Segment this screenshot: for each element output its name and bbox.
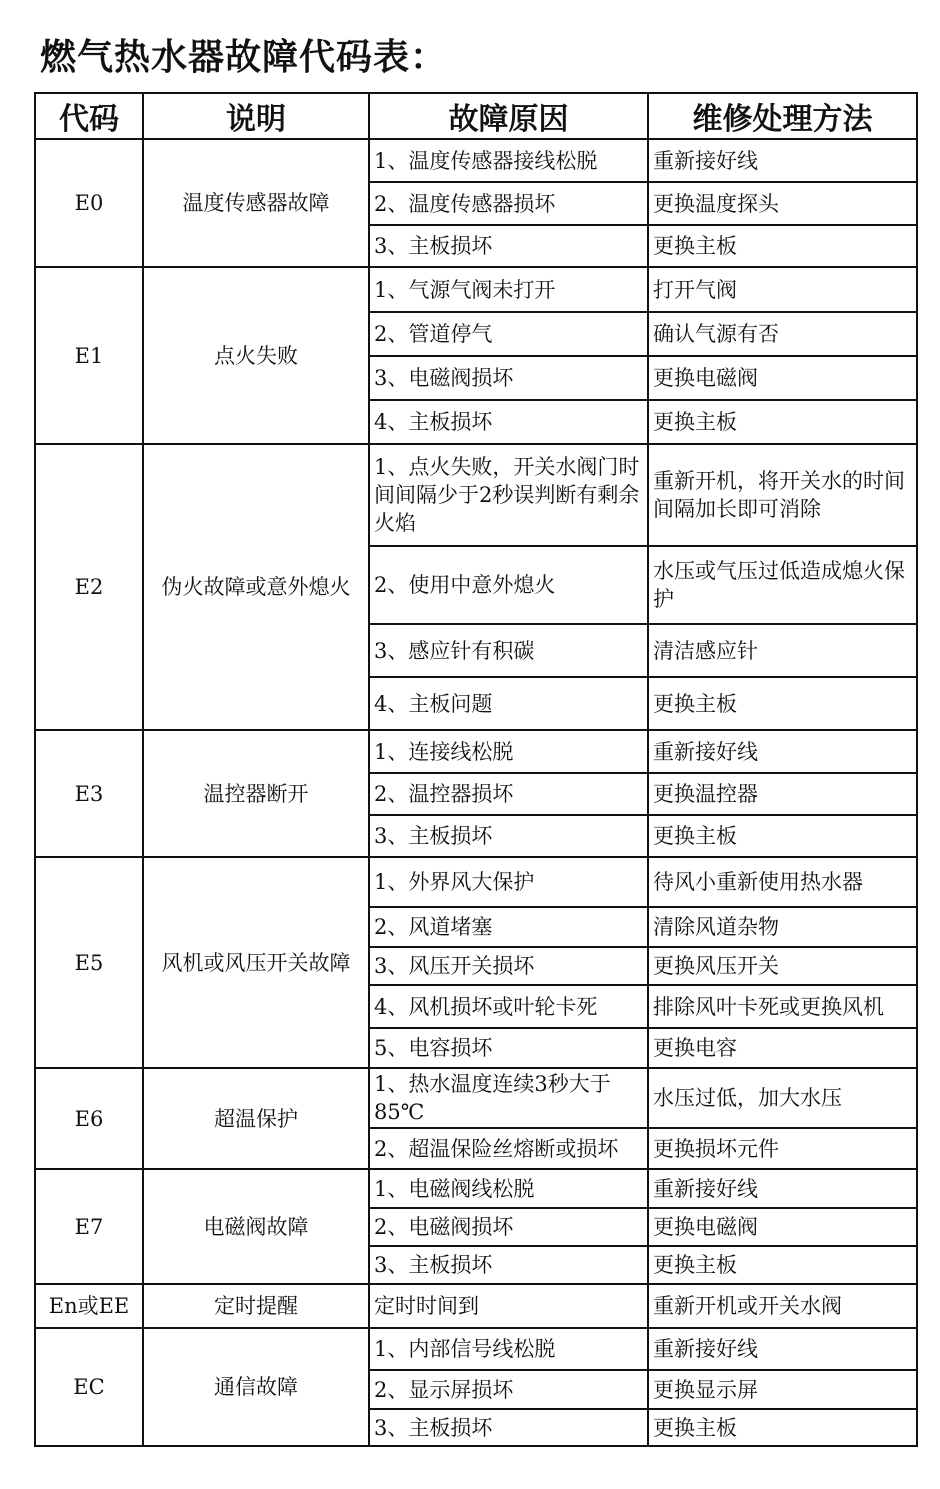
table-row bbox=[35, 857, 917, 907]
fault-description-cell: 风机或风压开关故障 bbox=[143, 857, 369, 1068]
fault-cause-cell: 2、使用中意外熄火 bbox=[369, 546, 648, 624]
fault-description-cell: 超温保护 bbox=[143, 1068, 369, 1169]
page-title: 燃气热水器故障代码表： bbox=[40, 37, 448, 78]
fault-description-cell: 点火失败 bbox=[143, 267, 369, 444]
repair-method-cell: 排除风叶卡死或更换风机 bbox=[648, 985, 917, 1028]
fault-cause-cell: 2、电磁阀损坏 bbox=[369, 1208, 648, 1246]
fault-cause-cell: 1、热水温度连续3秒大于85℃ bbox=[369, 1068, 648, 1128]
fault-cause-cell: 2、风道堵塞 bbox=[369, 907, 648, 947]
fault-code-cell: En或EE bbox=[35, 1284, 143, 1328]
fault-cause-cell: 1、内部信号线松脱 bbox=[369, 1328, 648, 1370]
repair-method-cell: 重新开机，将开关水的时间间隔加长即可消除 bbox=[648, 444, 917, 546]
repair-method-cell: 更换主板 bbox=[648, 815, 917, 857]
table-row bbox=[35, 1068, 917, 1128]
fault-cause-cell: 1、气源气阀未打开 bbox=[369, 267, 648, 312]
fault-cause-cell: 5、电容损坏 bbox=[369, 1028, 648, 1068]
fault-cause-cell: 2、管道停气 bbox=[369, 312, 648, 356]
fault-description-cell: 温控器断开 bbox=[143, 730, 369, 857]
repair-method-cell: 更换主板 bbox=[648, 225, 917, 267]
repair-method-cell: 重新接好线 bbox=[648, 139, 917, 182]
repair-method-cell: 清洁感应针 bbox=[648, 624, 917, 677]
fault-cause-cell: 4、风机损坏或叶轮卡死 bbox=[369, 985, 648, 1028]
repair-method-cell: 更换电磁阀 bbox=[648, 356, 917, 400]
fault-cause-cell: 3、主板损坏 bbox=[369, 225, 648, 267]
fault-cause-cell: 2、超温保险丝熔断或损坏 bbox=[369, 1128, 648, 1169]
fault-cause-cell: 3、感应针有积碳 bbox=[369, 624, 648, 677]
header-cause: 故障原因 bbox=[369, 93, 648, 139]
table-row bbox=[35, 444, 917, 546]
repair-method-cell: 更换主板 bbox=[648, 1409, 917, 1446]
fault-cause-cell: 3、主板损坏 bbox=[369, 1246, 648, 1284]
fault-code-cell: E2 bbox=[35, 444, 143, 730]
repair-method-cell: 更换主板 bbox=[648, 400, 917, 444]
table-row bbox=[35, 1169, 917, 1208]
table-header-row bbox=[35, 93, 917, 139]
fault-code-cell: E5 bbox=[35, 857, 143, 1068]
fault-description-cell: 电磁阀故障 bbox=[143, 1169, 369, 1284]
repair-method-cell: 更换主板 bbox=[648, 1246, 917, 1284]
repair-method-cell: 更换损坏元件 bbox=[648, 1128, 917, 1169]
fault-cause-cell: 3、风压开关损坏 bbox=[369, 947, 648, 985]
repair-method-cell: 更换电容 bbox=[648, 1028, 917, 1068]
repair-method-cell: 水压过低，加大水压 bbox=[648, 1068, 917, 1128]
table-row bbox=[35, 267, 917, 312]
fault-description-cell: 通信故障 bbox=[143, 1328, 369, 1446]
table-row bbox=[35, 1328, 917, 1370]
repair-method-cell: 待风小重新使用热水器 bbox=[648, 857, 917, 907]
repair-method-cell: 更换风压开关 bbox=[648, 947, 917, 985]
repair-method-cell: 重新接好线 bbox=[648, 730, 917, 773]
fault-code-cell: E7 bbox=[35, 1169, 143, 1284]
repair-method-cell: 更换温控器 bbox=[648, 773, 917, 815]
fault-code-cell: EC bbox=[35, 1328, 143, 1446]
fault-cause-cell: 3、主板损坏 bbox=[369, 1409, 648, 1446]
fault-cause-cell: 1、温度传感器接线松脱 bbox=[369, 139, 648, 182]
fault-cause-cell: 3、主板损坏 bbox=[369, 815, 648, 857]
table-body bbox=[35, 139, 917, 1446]
fault-cause-cell: 1、连接线松脱 bbox=[369, 730, 648, 773]
repair-method-cell: 确认气源有否 bbox=[648, 312, 917, 356]
repair-method-cell: 重新接好线 bbox=[648, 1328, 917, 1370]
fault-cause-cell: 定时时间到 bbox=[369, 1284, 648, 1328]
fault-code-table bbox=[34, 92, 918, 1447]
table-row bbox=[35, 139, 917, 182]
fault-description-cell: 伪火故障或意外熄火 bbox=[143, 444, 369, 730]
fault-code-cell: E1 bbox=[35, 267, 143, 444]
fault-cause-cell: 2、温控器损坏 bbox=[369, 773, 648, 815]
fault-cause-cell: 1、点火失败，开关水阀门时间间隔少于2秒误判断有剩余火焰 bbox=[369, 444, 648, 546]
fault-code-cell: E6 bbox=[35, 1068, 143, 1169]
fault-cause-cell: 2、显示屏损坏 bbox=[369, 1370, 648, 1409]
fault-code-cell: E0 bbox=[35, 139, 143, 267]
repair-method-cell: 打开气阀 bbox=[648, 267, 917, 312]
fault-code-cell: E3 bbox=[35, 730, 143, 857]
repair-method-cell: 更换显示屏 bbox=[648, 1370, 917, 1409]
table-row bbox=[35, 730, 917, 773]
repair-method-cell: 更换电磁阀 bbox=[648, 1208, 917, 1246]
fault-cause-cell: 2、温度传感器损坏 bbox=[369, 182, 648, 225]
repair-method-cell: 水压或气压过低造成熄火保护 bbox=[648, 546, 917, 624]
header-description: 说明 bbox=[143, 93, 369, 139]
fault-cause-cell: 1、外界风大保护 bbox=[369, 857, 648, 907]
header-repair-method: 维修处理方法 bbox=[648, 93, 917, 139]
fault-cause-cell: 4、主板问题 bbox=[369, 677, 648, 730]
fault-description-cell: 温度传感器故障 bbox=[143, 139, 369, 267]
repair-method-cell: 清除风道杂物 bbox=[648, 907, 917, 947]
repair-method-cell: 更换主板 bbox=[648, 677, 917, 730]
fault-cause-cell: 3、电磁阀损坏 bbox=[369, 356, 648, 400]
repair-method-cell: 更换温度探头 bbox=[648, 182, 917, 225]
fault-description-cell: 定时提醒 bbox=[143, 1284, 369, 1328]
header-code: 代码 bbox=[35, 93, 143, 139]
repair-method-cell: 重新开机或开关水阀 bbox=[648, 1284, 917, 1328]
fault-cause-cell: 1、电磁阀线松脱 bbox=[369, 1169, 648, 1208]
repair-method-cell: 重新接好线 bbox=[648, 1169, 917, 1208]
fault-cause-cell: 4、主板损坏 bbox=[369, 400, 648, 444]
table-row bbox=[35, 1284, 917, 1328]
